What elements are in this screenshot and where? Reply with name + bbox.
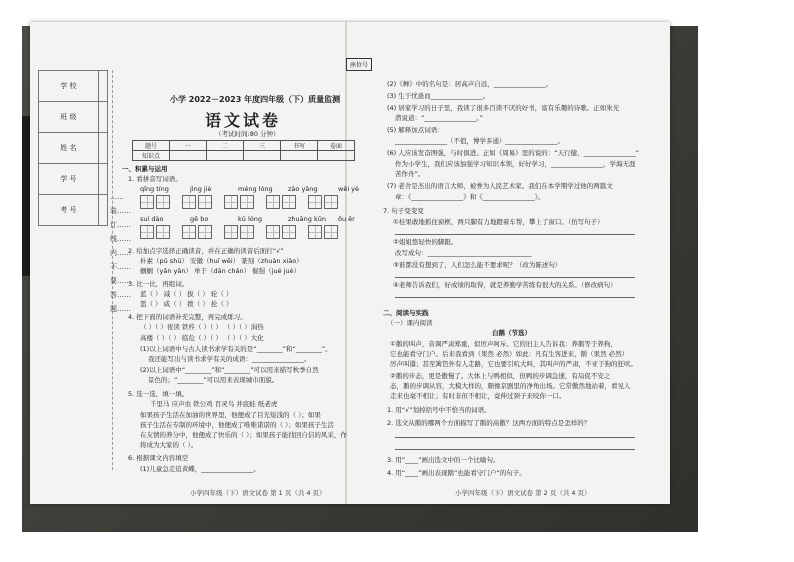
writing-grid-row-1: [140, 195, 338, 209]
question-3-row-2: 篮（ ） 咸（ ） 拨（ ） 抡（ ）: [140, 300, 233, 308]
pinyin-9: zhuāng kūn: [288, 215, 326, 223]
question-5-line-1: 如果孩子生活在加油的世界里，他便成了目光短浅的（ ）；如果: [140, 411, 321, 419]
question-7-item-3: ③谁都没有想到了，人们怎么能不要求呢？（改为陈述句）: [393, 261, 562, 269]
pinyin-10: ǒu ěr: [338, 215, 355, 223]
question-4-part-1b: 我还能写出与读书求学有关的成语：________________。: [148, 355, 311, 363]
reading-line-5: 态，鹅的步调从容，大模大样的，颇像京剧里的净角出场。它常傲然地站着，看见人: [390, 382, 631, 390]
section-1-title: 一、积累与运用: [122, 165, 168, 173]
question-6-part-4b: 潜说道：“________________。”: [395, 114, 483, 122]
question-6: 6. 根据课文内容填空: [128, 454, 189, 462]
question-6-part-5b: ________________（不值，博学多通）________________。: [395, 137, 564, 145]
page-footer-1: 小学四年级（下）语文试卷 第 1 页（共 4 页）: [190, 489, 326, 497]
reading-line-3: 厉声叫嚣；甚至篱笆外有人走路，它也要引吭大叫，其叫声的严肃，不亚于狗的狂吠。: [390, 360, 637, 368]
field-class: 班 级: [39, 102, 99, 133]
question-4-part-1: (1)以上词语中与古人读书求学有关的是“________”和“________”。: [140, 345, 332, 353]
reading-subtitle: （一）课内阅读: [387, 319, 433, 327]
question-5-line-4: 将成为大家的（ ）。: [140, 441, 198, 449]
reading-line-6: 走来也毫不相让；有时非但不相让，竟伸过颈子来咬你一口。: [390, 392, 566, 400]
writing-grid-row-2: [140, 225, 338, 239]
pinyin-5: wěi yè: [338, 185, 360, 193]
field-student-no: 学 号: [39, 164, 99, 195]
section-2-title: 二、阅读与实践: [383, 309, 429, 317]
page-footer-2: 小学四年级（下）语文试卷 第 2 页（共 4 页）: [455, 489, 591, 497]
student-info-table: [38, 70, 108, 226]
reading-title: 白鹅（节选）: [492, 329, 531, 337]
exam-duration: （考试时间:80 分钟）: [215, 130, 280, 138]
question-7-item-4: ④老师告诉我们，好成绩的取得，就是养勤学苦练有很大的关系。（修改病句）: [393, 281, 617, 289]
field-name: 姓 名: [39, 133, 99, 164]
answer-line: [395, 449, 635, 450]
reading-question-1: 1. 用“√”划掉括号中不恰当的词语。: [387, 406, 491, 414]
question-5: 5. 选一选，填一填。: [128, 390, 189, 398]
pinyin-1: qīng tíng: [140, 185, 169, 193]
question-7-item-2: ②姐姐悠轻快的脚跟。: [393, 238, 458, 246]
question-6-part-5: (5) 解释加点词语：: [387, 126, 444, 134]
pinyin-7: gē bo: [190, 215, 209, 223]
reading-question-2: 2. 选文从鹅的哪两个方面描写了鹅的高傲？这两方面的特点是怎样的？: [387, 419, 591, 427]
question-6-part-2: (2)《蝉》中的名句是：居高声自远，________________。: [387, 80, 553, 88]
question-7-item-1: ①桂果敢地抓住窗框，两只脚有力地蹬着车帮，攀上了窗口。（仿写句子）: [393, 218, 604, 226]
question-6-part-6b: 作为小学生，我们应该加强学习知识本领，好好学习，________________，学海无涯: [395, 160, 636, 168]
question-5-line-3: 在友情的养分中，他便成了快乐的（ ）；如果孩子能找回自信的风采，作: [140, 431, 347, 439]
question-7: 7. 句子变变变: [383, 207, 424, 215]
reading-question-4: 4. 用“____”画出表现鹅“也能看守门户”的句子。: [387, 469, 526, 477]
question-3: 3. 比一比，再组词。: [128, 280, 189, 288]
pinyin-6: suí dào: [140, 215, 164, 223]
seat-number-badge: 座位号: [346, 58, 372, 71]
question-5-words: 千里马 应声虫 铁公鸡 百灵鸟 井底蛙 纸老虎: [150, 400, 278, 408]
pinyin-8: kū lóng: [238, 215, 262, 223]
pinyin-2: jìng jiè: [190, 185, 212, 193]
question-4: 4. 把下面的词语补充完整，再完成练习。: [128, 313, 247, 321]
question-2: 2. 给加点字选择正确读音，并在正确的读音后面打“√”: [128, 247, 284, 255]
question-4-part-2b: 景色的；“________”可以用来表现城市面貌。: [148, 376, 279, 384]
question-6-part-3: (3) 生于忧患而________________。: [387, 92, 490, 100]
binding-line-text: ……装……订……线……内……不……要……答……题……: [110, 193, 131, 313]
question-7-item-2b: 改写成句：________________________________: [395, 249, 532, 257]
score-table: 题号 一 二 三 书写 卷面 知识点: [132, 140, 355, 161]
exam-title: 语文试卷: [205, 111, 282, 130]
pinyin-3: méng lóng: [238, 185, 273, 193]
binding-strip: [38, 70, 131, 470]
question-6-part-7: (7) 老舍是杰出的语言大师，被誉为人民艺术家。我们在本学期学过他的两篇文: [387, 182, 613, 190]
reading-question-3: 3. 用“____”画出选文中的一个比喻句。: [387, 456, 500, 464]
question-6-part-6c: 苦作舟”。: [395, 170, 425, 178]
answer-line: [395, 234, 635, 235]
pinyin-4: zāo yāng: [288, 185, 318, 193]
answer-line: [395, 277, 635, 278]
question-2-row-1: 朴素（pǔ shū） 安徽（huī wēi） 篆刻（zhuàn xiāo）: [140, 257, 303, 265]
question-2-row-2: 蝈蝈（yān yān） 单于（dān chán） 倔强（jué juè）: [140, 267, 301, 275]
question-3-row-1: 蓝（ ） 减（ ） 拔（ ） 轮（ ）: [140, 290, 233, 298]
field-school: 学 校: [39, 71, 99, 102]
question-5-line-2: 孩子生活在专制的环境中，他便成了唯唯诺诺的（ ）；如果孩子生活: [140, 421, 334, 429]
answer-line: [395, 437, 635, 438]
question-4-row-2: 高楼（ ）（ ） 临危（ ）（ ） （ ）（ ）大化: [140, 334, 264, 342]
question-6-part-4: (4) 居家学习的日子里，我读了很多百读不厌的好书，富有乐趣的诗歌。正如朱光: [387, 104, 620, 112]
exam-header: 小学 2022－2023 年度四年级（下）质量监测: [170, 95, 341, 104]
reading-line-2: 它也能看守门户。后来我看到（果然 必然）如此：凡有生客进来，鹅（果然 必然）: [390, 350, 629, 358]
question-6-part-1: (1)儿童急走追黄蝶，________________。: [140, 465, 260, 473]
question-4-row-1: （ ）（ ）夜读 铁杵（ ）（ ） （ ）（ ）涓热: [140, 323, 264, 331]
question-6-part-6: (6) 人应该发奋图强，与时俱进。正如《周易》里的说的：“天行健，________________”: [387, 149, 640, 157]
question-6-part-7b: 章：《________________》和《________________》。: [395, 193, 545, 201]
field-exam-no: 考 号: [39, 195, 99, 226]
reading-line-1: ①鹅的叫声，音调严肃郑重，似厉声呵斥。它的旧主人告诉我：养鹅等于养狗，: [390, 340, 617, 348]
reading-line-4: ②鹅的步态，更是傲慢了。大体上与鸭相似，但鸭的步调急速，有局促不安之: [390, 372, 611, 380]
question-4-part-2: (2)以上词语中“________”和“________”可以用来描写秋季自然: [140, 366, 319, 374]
question-1: 1. 看拼音写词语。: [128, 175, 182, 183]
answer-line: [395, 297, 635, 298]
